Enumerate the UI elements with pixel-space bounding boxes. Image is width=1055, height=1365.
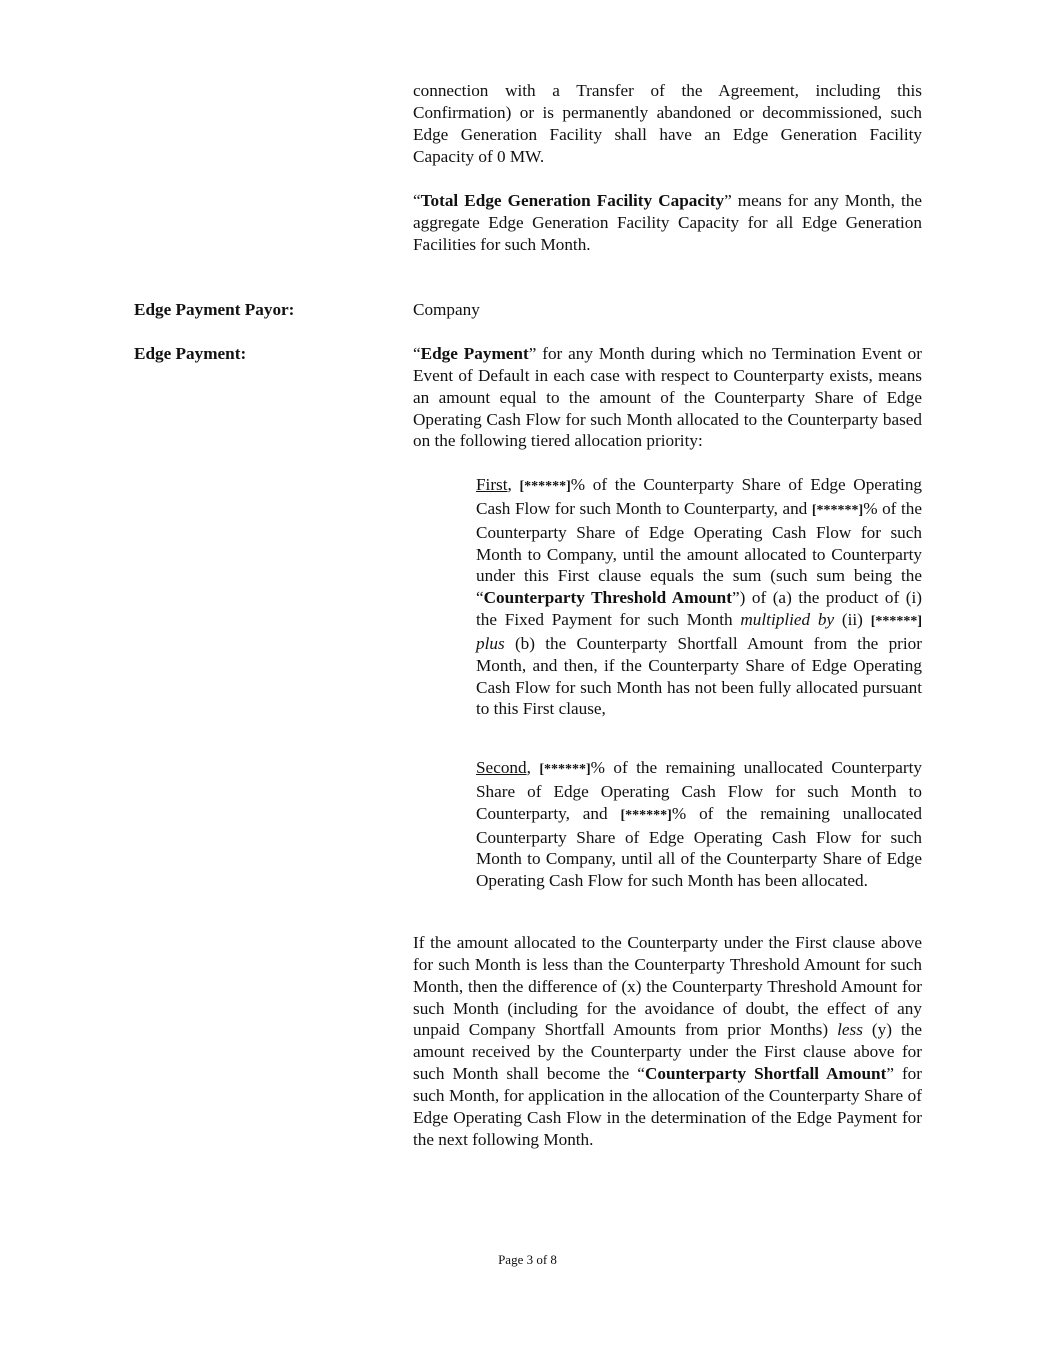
first-clause-heading: First bbox=[476, 475, 508, 494]
first-clause-paragraph: First, [******]% of the Counterparty Share of Edge Operating Cash Flow for such Month to Counterparty, and [******]% of the Counterparty Share of Edge Operating Cash Flow for such Month to Company, until the amount allocated to Counterparty under this First clause equals the sum (such sum being the “Counterparty Threshold Amount”) of (a) the product of (i) the Fixed Payment for such Month multiplied by (ii) [******] plus (b) the Counterparty Shortfall Amount from the prior Month, and then, if the Counterparty Share of Edge Operating Cash Flow for such Month has not been fully allocated pursuant to this First clause, bbox=[476, 475, 923, 719]
edge-payment-payor-label: Edge Payment Payor: bbox=[134, 300, 295, 319]
edge-payment-label: Edge Payment: bbox=[134, 344, 247, 363]
shortfall-paragraph: If the amount allocated to the Counterparty under the First clause above for such Month is less than the Counterparty Threshold Amount for such Month, then the difference of (x) the Counterparty Threshold Amount for such Month (including for the avoidance of doubt, the effect of any unpaid Company Shortfall Amounts from prior Months) less (y) the amount received by the Counterparty under the First clause above for such Month shall become the “Counterparty Shortfall Amount” for such Month, for application in the allocation of the Counterparty Share of Edge Operating Cash Flow in the determination of the Edge Payment for the next following Month. bbox=[413, 933, 922, 1149]
redaction-mark: [******] bbox=[539, 762, 591, 777]
second-clause-paragraph: Second, [******]% of the remaining unallocated Counterparty Share of Edge Operating Cash Flow for such Month to Counterparty, and [******]% of the remaining unallocated Counterparty Share of Edge Operating Cash Flow for such Month to Company, until all of the Counterparty Share of Edge Operating Cash Flow for such Month has been allocated. bbox=[476, 758, 923, 891]
redaction-mark: [******] bbox=[811, 502, 864, 518]
redaction-mark: [******] bbox=[870, 614, 923, 630]
edge-payment-definition: “Edge Payment” for any Month during which no Termination Event or Event of Default in each case with respect to Counterparty exists, means an amount equal to the amount of the Counterparty Share of Edge Operating Cash Flow for such Month allocated to the Counterparty based on the following tiered allocation priority: bbox=[413, 344, 922, 451]
total-capacity-definition: “Total Edge Generation Facility Capacity” means for any Month, the aggregate Edge Generation Facility Capacity for all Edge Generation Facilities for such Month. bbox=[413, 191, 922, 254]
redaction-mark: [******] bbox=[620, 807, 672, 823]
capacity-carryover-paragraph: connection with a Transfer of the Agreement, including this Confirmation) or is permanently abandoned or decommissioned, such Edge Generation Facility shall have an Edge Generation Facility Capacity of 0 MW. bbox=[413, 81, 922, 166]
defined-term: Counterparty Threshold Amount bbox=[483, 588, 732, 608]
edge-payment-payor-value: Company bbox=[413, 300, 480, 319]
defined-term: Counterparty Shortfall Amount bbox=[644, 1064, 887, 1084]
second-clause-heading: Second bbox=[476, 758, 527, 777]
redaction-mark: [******] bbox=[519, 479, 571, 494]
defined-term: Edge Payment bbox=[420, 344, 529, 363]
page-number: Page 3 of 8 bbox=[498, 1252, 557, 1267]
defined-term: Total Edge Generation Facility Capacity bbox=[420, 191, 725, 210]
